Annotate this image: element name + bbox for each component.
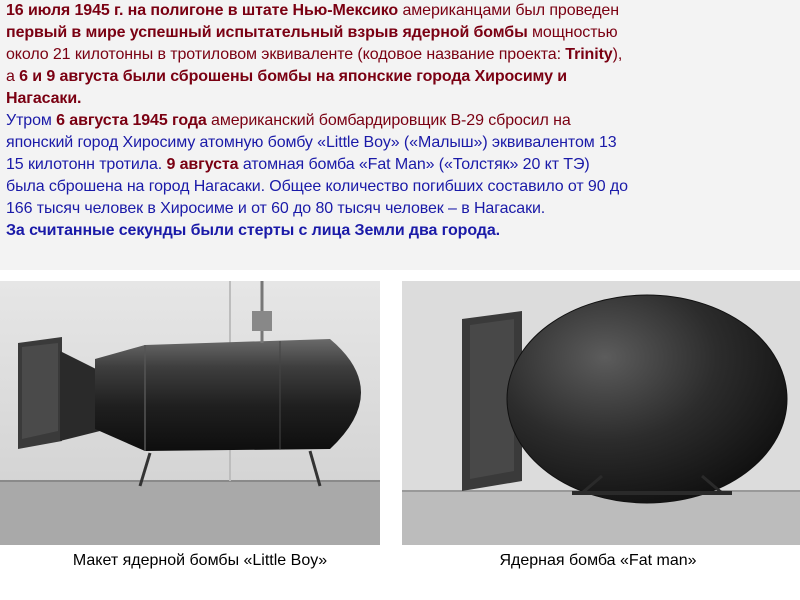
little-boy-image <box>0 281 380 545</box>
text-fragment: мощностью <box>527 24 618 41</box>
first-test-highlight: первый в мире успешный испытательный взрыв ядерной бомбы <box>6 24 528 41</box>
text-line-2 <box>6 22 794 44</box>
date-highlight: 6 августа 1945 года <box>56 112 207 129</box>
text-fragment: атомная бомба «Fat Man» («Толстяк» 20 кт ТЭ) <box>238 156 590 173</box>
text-fragment: а <box>6 68 20 85</box>
text-fragment: американский бомбардировщик B-29 сбросил на <box>206 112 571 129</box>
conclusion-text: За считанные секунды были стерты с лица Земли два города. <box>6 222 501 239</box>
text-line-11 <box>6 220 794 242</box>
dates-highlight: 6 и 9 августа <box>19 68 119 85</box>
text-fragment: японский город Хиросиму атомную бомбу «Little Boy» («Малыш») эквивалентом 13 <box>6 134 617 151</box>
text-fragment: Нагасаки. <box>6 90 82 107</box>
date-highlight: 9 августа <box>166 156 239 173</box>
text-line-1 <box>6 0 794 22</box>
text-line-10 <box>6 198 794 220</box>
text-line-5 <box>6 88 794 110</box>
fat-man-image <box>402 281 800 545</box>
text-fragment: ), <box>612 46 623 63</box>
text-fragment: 15 килотонн тротила. <box>6 156 167 173</box>
text-fragment: были сброшены бомбы на японские города Хиросиму и <box>118 68 567 85</box>
text-line-6 <box>6 110 794 132</box>
text-line-4 <box>6 66 794 88</box>
text-line-7 <box>6 132 794 154</box>
trinity-highlight: Trinity <box>565 46 613 63</box>
text-fragment: около 21 килотонны в тротиловом эквиваленте (кодовое название проекта: <box>6 46 566 63</box>
text-fragment: 166 тысяч человек в Хиросиме и от 60 до 80 тысяч человек – в Нагасаки. <box>6 200 546 217</box>
fat-man-photo <box>402 281 800 545</box>
text-line-8 <box>6 154 794 176</box>
text-line-9 <box>6 176 794 198</box>
text-fragment: была сброшена на город Нагасаки. Общее количество погибших составило от 90 до <box>6 178 628 195</box>
little-boy-photo <box>0 281 380 545</box>
caption-little-boy: Макет ядерной бомбы «Little Boy» <box>72 552 328 569</box>
text-line-3 <box>6 44 794 66</box>
text-fragment: американцами был проведен <box>398 2 619 19</box>
text-fragment: Утром <box>6 112 57 129</box>
date-place: 16 июля 1945 г. на полигоне в штате Нью-Мексико <box>6 2 399 19</box>
description-text-block <box>0 0 800 270</box>
caption-fat-man: Ядерная бомба «Fat man» <box>499 552 697 569</box>
